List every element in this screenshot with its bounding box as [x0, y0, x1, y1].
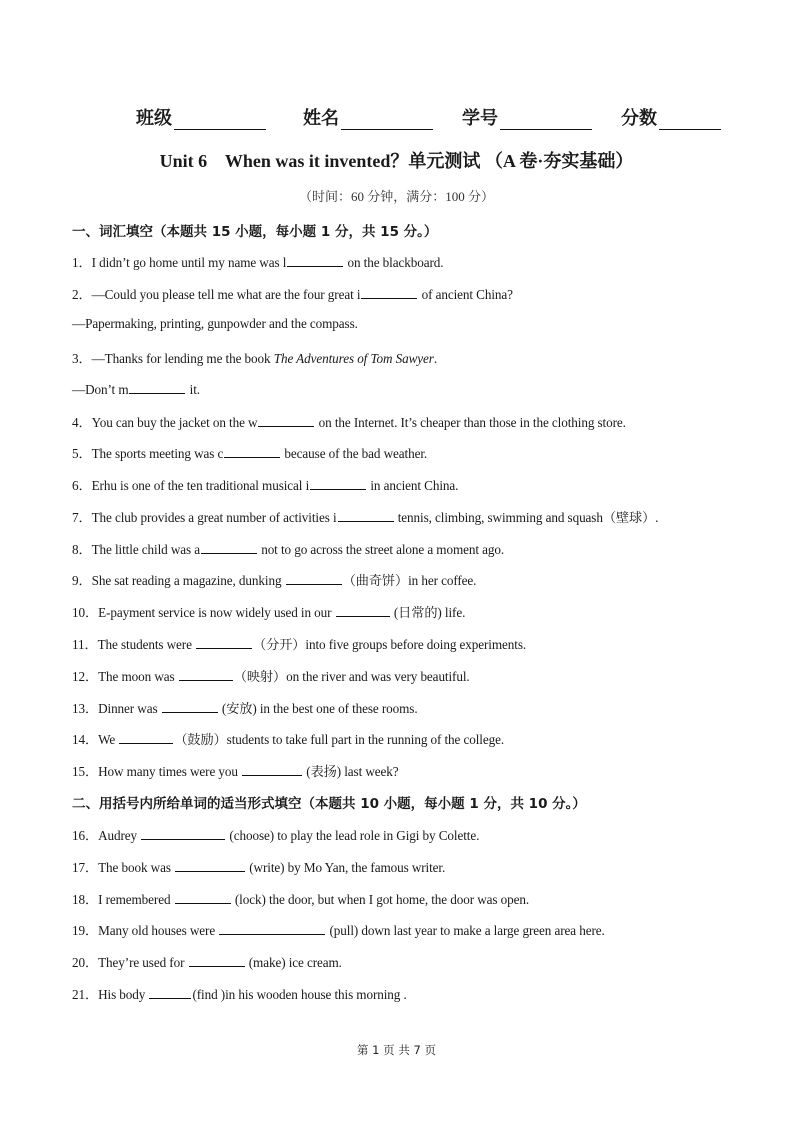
question-number: 20．	[72, 955, 99, 970]
question-number: 18．	[72, 892, 99, 907]
question-item	[72, 889, 529, 908]
question-item	[72, 698, 418, 717]
question-text: His body	[98, 987, 149, 1002]
question-text: E-payment service is now widely used in our	[98, 605, 335, 620]
question-item	[72, 570, 476, 589]
title-unit: Unit 6	[159, 151, 208, 171]
question-item	[72, 539, 504, 558]
question-number: 19．	[72, 923, 99, 938]
question-text-after: (表扬) last week?	[303, 764, 399, 779]
question-text-after: (write) by Mo Yan, the famous writer.	[246, 860, 446, 875]
answer-blank[interactable]	[162, 699, 218, 713]
question-item	[72, 920, 605, 939]
question-text-after: （映射）on the river and was very beautiful.	[233, 669, 470, 684]
question-item	[72, 412, 626, 431]
book-title: The Adventures of Tom Sawyer	[273, 351, 434, 366]
question-text-after: because of the bad weather.	[281, 446, 428, 461]
question-text-after: .	[433, 351, 438, 366]
question-text: She sat reading a magazine, dunking	[91, 573, 285, 588]
question-text-after: (lock) the door, but when I got home, the door was open.	[231, 892, 530, 907]
question-text-after: tennis, climbing, swimming and squash（壁球）.	[394, 510, 659, 525]
class-field	[136, 104, 266, 130]
question-number: 6．	[72, 478, 92, 493]
student-id-field	[462, 104, 592, 130]
question-text-after: (安放) in the best one of these rooms.	[218, 701, 418, 716]
question-text: I didn’t go home until my name was l	[91, 255, 287, 270]
answer-blank[interactable]	[149, 985, 191, 999]
answer-blank[interactable]	[310, 476, 366, 490]
section-heading: 一、词汇填空（本题共 15 小题，每小题 1 分，共 15 分。）	[72, 224, 438, 240]
name-blank[interactable]	[341, 111, 433, 130]
question-text-after: （曲奇饼）in her coffee.	[342, 573, 477, 588]
question-text-after: （鼓励）students to take full part in the running of the college.	[174, 732, 505, 747]
question-text-after: (find )in his wooden house this morning .	[192, 987, 407, 1002]
question-text: The club provides a great number of activities i	[91, 510, 337, 525]
question-text-after: (choose) to play the lead role in Gigi by Colette.	[226, 828, 480, 843]
section-heading: 二、用括号内所给单词的适当形式填空（本题共 10 小题，每小题 1 分，共 10 分。）	[72, 796, 586, 812]
question-item	[72, 475, 458, 494]
question-item	[72, 316, 358, 332]
question-item	[72, 825, 479, 844]
score-blank[interactable]	[659, 111, 721, 130]
question-item	[72, 984, 407, 1003]
answer-blank[interactable]	[219, 921, 325, 935]
student-id-blank[interactable]	[500, 111, 592, 130]
answer-blank[interactable]	[224, 444, 280, 458]
question-text: They’re used for	[98, 955, 188, 970]
answer-blank[interactable]	[286, 571, 342, 585]
question-number: 9．	[72, 573, 92, 588]
question-number: 1．	[72, 255, 92, 270]
name-label: 姓名	[303, 108, 339, 129]
answer-blank[interactable]	[119, 730, 173, 744]
question-item	[72, 857, 445, 876]
question-item	[72, 348, 437, 367]
score-label: 分数	[621, 108, 657, 129]
question-number: 8．	[72, 542, 92, 557]
question-text-after: on the Internet. It’s cheaper than those in the clothing store.	[315, 415, 626, 430]
question-number: 16．	[72, 828, 99, 843]
question-text: The moon was	[98, 669, 178, 684]
answer-blank[interactable]	[196, 635, 252, 649]
answer-blank[interactable]	[175, 890, 231, 904]
question-number: 11．	[72, 637, 98, 652]
question-item	[72, 380, 200, 398]
question-number: 3．	[72, 351, 92, 366]
question-number: 2．	[72, 287, 92, 302]
question-text: Many old houses were	[98, 923, 219, 938]
question-text: —Thanks for lending me the book	[91, 351, 274, 366]
question-text-after: it.	[186, 382, 201, 397]
answer-blank[interactable]	[175, 858, 245, 872]
question-number: 12．	[72, 669, 99, 684]
question-text-after: （分开）into five groups before doing experiments.	[253, 637, 527, 652]
question-text-after: (pull) down last year to make a large green area here.	[326, 923, 605, 938]
question-number: 17．	[72, 860, 99, 875]
question-text: The book was	[98, 860, 175, 875]
question-number: 15．	[72, 764, 99, 779]
question-text: Dinner was	[98, 701, 161, 716]
question-text: How many times were you	[98, 764, 242, 779]
question-text: The sports meeting was c	[91, 446, 224, 461]
question-text: —Could you please tell me what are the four great i	[91, 287, 361, 302]
question-item	[72, 666, 470, 685]
question-item	[72, 443, 427, 462]
answer-blank[interactable]	[201, 540, 257, 554]
question-text: —Papermaking, printing, gunpowder and the compass.	[72, 316, 358, 331]
answer-blank[interactable]	[287, 253, 343, 267]
question-item	[72, 634, 526, 653]
answer-blank[interactable]	[338, 508, 394, 522]
answer-blank[interactable]	[179, 667, 233, 681]
question-number: 14．	[72, 732, 99, 747]
question-text: I remembered	[98, 892, 174, 907]
score-field	[621, 104, 721, 130]
question-text-after: in ancient China.	[367, 478, 459, 493]
question-text: The little child was a	[91, 542, 200, 557]
page-number: 第 1 页 共 7 页	[357, 1043, 436, 1057]
class-blank[interactable]	[174, 111, 266, 130]
question-number: 4．	[72, 415, 92, 430]
question-text-after: (日常的) life.	[390, 605, 466, 620]
question-text: Audrey	[98, 828, 141, 843]
question-text-after: not to go across the street alone a moment ago.	[258, 542, 505, 557]
question-item	[72, 507, 658, 526]
answer-blank[interactable]	[242, 762, 302, 776]
question-number: 13．	[72, 701, 99, 716]
class-label: 班级	[136, 108, 172, 129]
question-item	[72, 952, 342, 971]
exam-info: （时间：60 分钟，满分：100 分）	[298, 189, 494, 204]
answer-blank[interactable]	[361, 285, 417, 299]
page-title	[0, 147, 793, 173]
answer-blank[interactable]	[258, 413, 314, 427]
question-text: The students were	[97, 637, 196, 652]
question-item	[72, 761, 399, 780]
question-number: 7．	[72, 510, 92, 525]
student-info-row	[0, 104, 793, 130]
question-text: —Don’t m	[72, 382, 129, 397]
name-field	[303, 104, 433, 130]
question-text-after: of ancient China?	[418, 287, 513, 302]
question-item	[72, 602, 465, 621]
student-id-label: 学号	[462, 108, 498, 129]
answer-blank[interactable]	[129, 380, 185, 394]
question-text-after: (make) ice cream.	[245, 955, 342, 970]
question-text: You can buy the jacket on the w	[91, 415, 258, 430]
question-number: 21．	[72, 987, 99, 1002]
question-text: Erhu is one of the ten traditional musical i	[91, 478, 310, 493]
question-item	[72, 284, 513, 303]
answer-blank[interactable]	[141, 826, 225, 840]
answer-blank[interactable]	[189, 953, 245, 967]
title-main: When was it invented？单元测试 （A 卷·夯实基础）	[224, 151, 634, 171]
question-number: 10．	[72, 605, 99, 620]
question-number: 5．	[72, 446, 92, 461]
question-item	[72, 252, 443, 271]
question-item	[72, 729, 504, 748]
question-text: We	[98, 732, 119, 747]
answer-blank[interactable]	[336, 603, 390, 617]
question-text-after: on the blackboard.	[344, 255, 444, 270]
